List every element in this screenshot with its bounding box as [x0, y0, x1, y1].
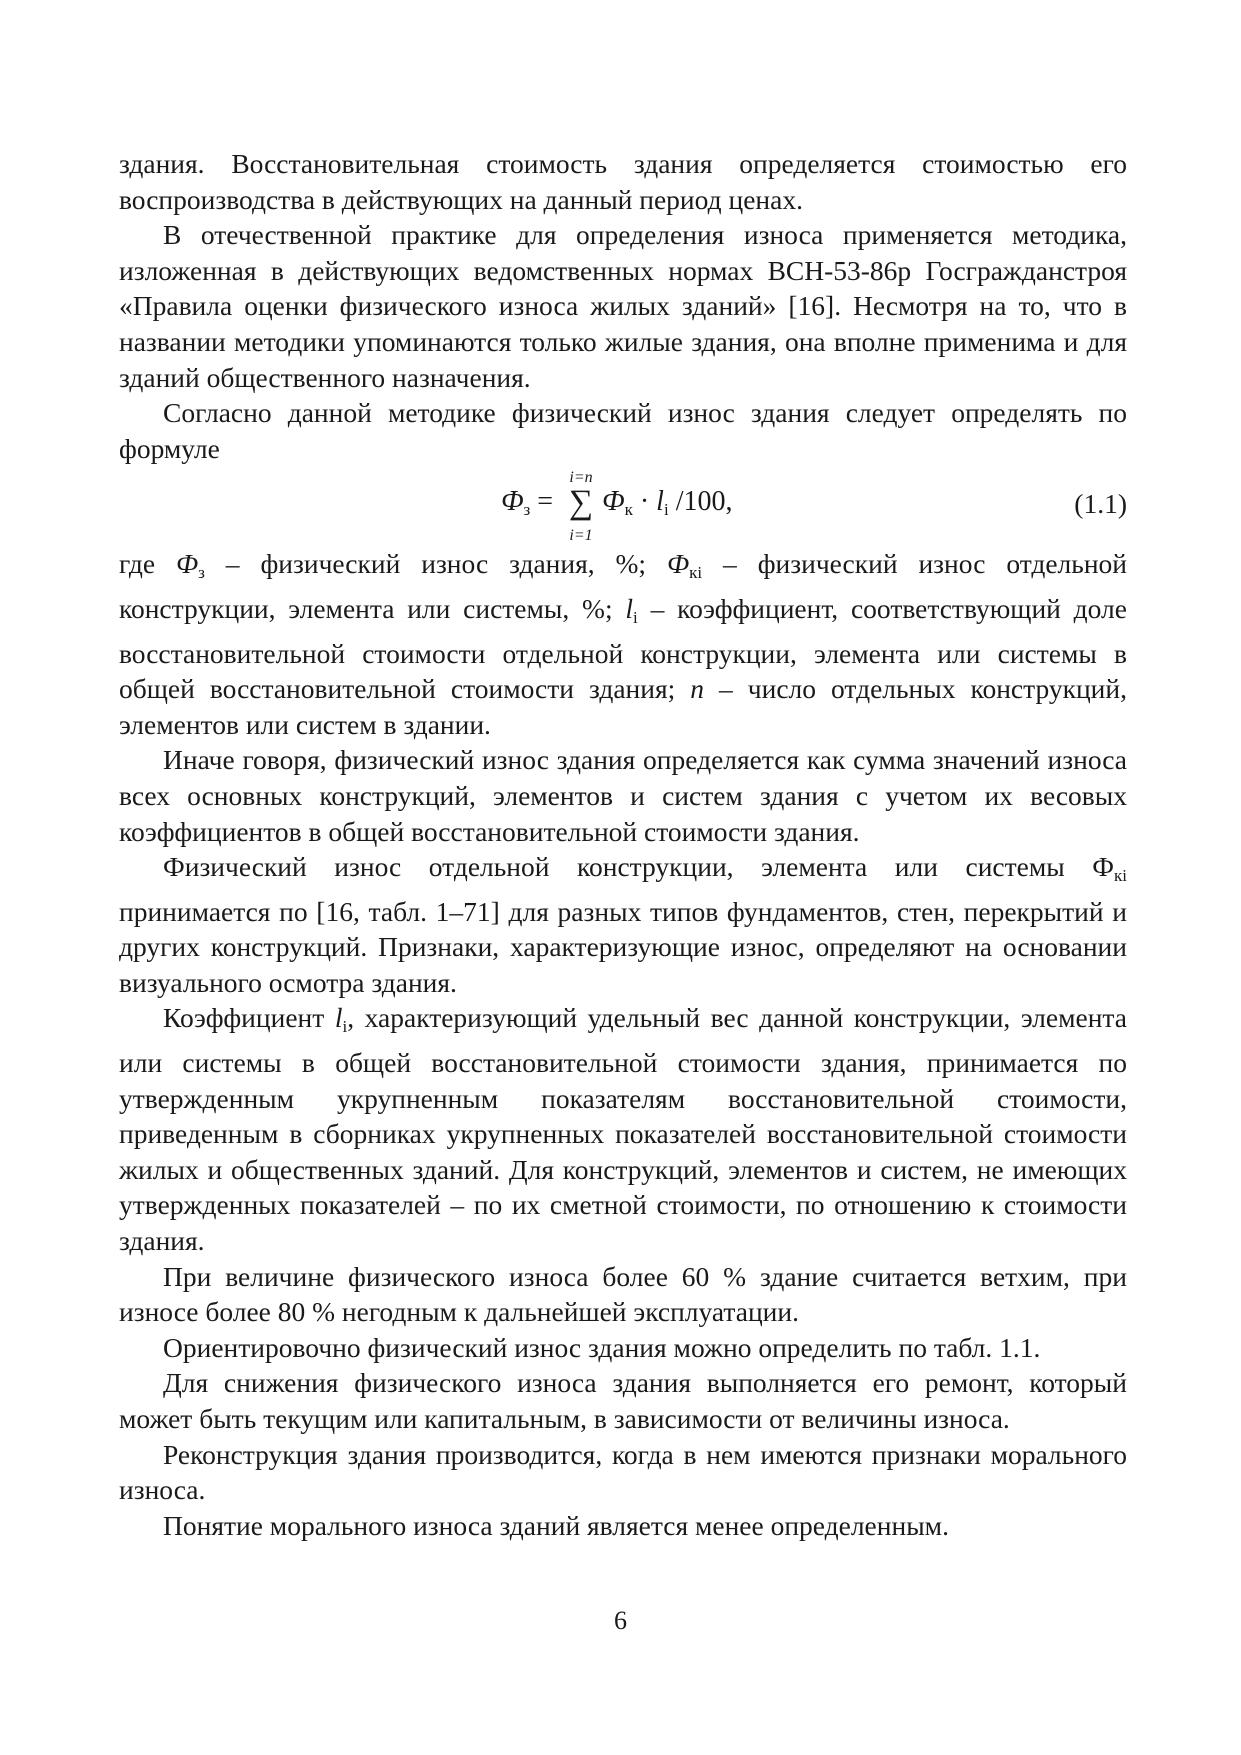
body-text	[119, 146, 1127, 1543]
formula-lhs: Ф	[501, 486, 524, 518]
paragraph-6	[119, 849, 1127, 1000]
paragraph-10: Для снижения физического износа здания выполняется его ремонт, который может быть текущим или капитальным, в зависимости от величины износа.	[119, 1367, 1127, 1434]
formula-rest: /100,	[668, 486, 733, 518]
paragraph-12: Понятие морального износа зданий является менее определенным.	[163, 1509, 949, 1541]
p4-text-c: – физический износ отдельной конструкции, элемента или системы, %;	[119, 548, 1128, 624]
p7-symbol-l: l	[334, 1002, 343, 1034]
p6-text-b: принимается по [16, табл. 1–71] для разных типов фундаментов, стен, перекрытий и других конструкций. Признаки, характеризующие износ, определяют на основании визуального осмотра здания.	[119, 895, 1127, 998]
sum-symbol: ∑	[568, 484, 594, 522]
formula-term: Ф	[602, 486, 625, 518]
sum-lower-limit: i=1	[569, 527, 593, 545]
equation-number: (1.1)	[1074, 488, 1127, 520]
p7-symbol-l-sub: i	[342, 1017, 348, 1037]
paragraph-11: Реконструкция здания производится, когда в нем имеются признаки морального износа.	[119, 1438, 1127, 1506]
p4-text-b: – физический износ здания, %;	[204, 548, 667, 580]
paragraph-3: Согласно данной методике физический износ здания следует определять по формуле	[119, 397, 1127, 464]
paragraph-7	[119, 1000, 1127, 1258]
formula-1-1	[119, 466, 1127, 546]
p6-symbol-sub: кi	[1114, 866, 1127, 886]
formula-l-sub: i	[663, 500, 669, 520]
p4-symbol-li-sub: i	[633, 607, 638, 627]
paragraph-8: При величине физического износа более 60 % здание считается ветхим, при износе более 80 % негодным к дальнейшей эксплуатации.	[119, 1260, 1127, 1328]
formula-l: l	[656, 486, 664, 518]
summation	[564, 469, 598, 545]
p6-text-a: Физический износ отдельной конструкции, элемента или системы Ф	[163, 851, 1115, 883]
p7-text-a: Коэффициент	[163, 1002, 335, 1034]
formula-dot: ·	[632, 486, 657, 518]
p4-symbol-fki-sub: кi	[689, 563, 703, 583]
formula-equals: =	[530, 486, 561, 518]
p4-text-e: – число отдельных конструкций, элементов или систем в здании.	[119, 673, 1127, 740]
formula-term-sub: к	[624, 500, 633, 520]
paragraph-5: Иначе говоря, физический износ здания определяется как сумма значений износа всех основных конструкций, элементов и систем здания с учетом их весовых коэффициентов в общей восстановительной стоимости здания.	[119, 744, 1127, 847]
p4-symbol-li: l	[625, 592, 634, 624]
p7-text-b: , характеризующий удельный вес данной конструкции, элемента или системы в общей восстановительной стоимости здания, принимается по утвержденным укрупненным показателям восстановительной стоимости, приведенным в сборниках укрупненных показателей восстановительной стоимости жилых и общественных зданий. Для конструкций, элементов и систем, не имеющих утвержденных показателей – по их сметной стоимости, по отношению к стоимости здания.	[119, 1002, 1127, 1257]
p4-text-d: – коэффициент, соответствующий доле восстановительной стоимости отдельной конструкции, элемента или системы в общей восстановительной стоимости здания;	[119, 592, 1127, 705]
page-number: 6	[614, 1606, 627, 1635]
formula-expression	[501, 469, 733, 545]
p4-symbol-fz: Ф	[176, 548, 199, 580]
paragraph-4	[119, 546, 1127, 742]
paragraph-9: Ориентировочно физический износ здания можно определить по табл. 1.1.	[163, 1331, 1041, 1363]
paragraph-2: В отечественной практике для определения износа применяется методика, изложенная в действующих ведомственных нормах ВСН-53-86р Госгражданстроя «Правила оценки физического износа жилых зданий» [16]. Несмотря на то, что в названии методики упоминаются только жилые здания, она вполне применима и для зданий общественного назначения.	[119, 219, 1127, 393]
p4-symbol-fki: Ф	[667, 548, 690, 580]
p4-text-a: где	[119, 548, 177, 580]
formula-lhs-sub: з	[523, 500, 531, 520]
p4-symbol-fz-sub: з	[198, 563, 205, 583]
p4-symbol-n: n	[690, 673, 705, 705]
sum-upper-limit: i=n	[569, 469, 593, 487]
paragraph-1: здания. Восстановительная стоимость здания определяется стоимостью его воспроизводства в действующих на данный период ценах.	[119, 148, 1127, 215]
